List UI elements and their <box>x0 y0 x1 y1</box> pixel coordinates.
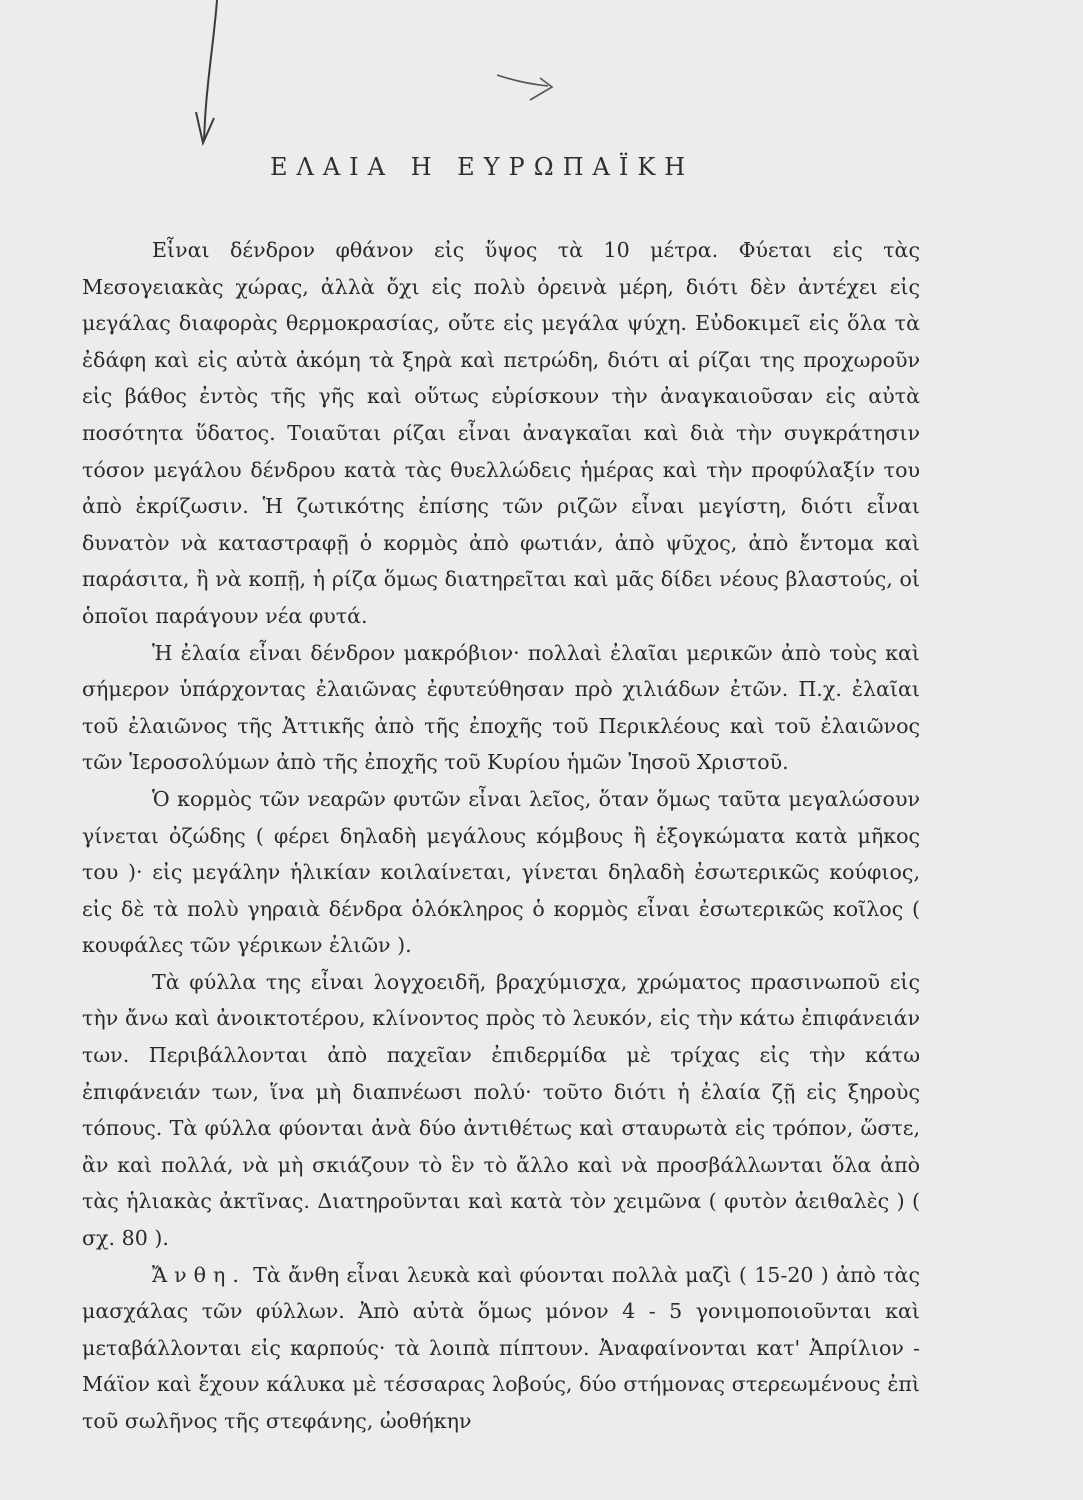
paragraph: Ὁ κορμὸς τῶν νεαρῶν φυτῶν εἶναι λεῖος, ὅταν ὅμως ταῦτα μεγαλώσουν γίνεται ὀζώδης ( φέρει δηλαδὴ μεγάλους κόμβους ἢ ἐξογκώματα κατὰ μῆκος του )· εἰς μεγάλην ἡλικίαν κοιλαίνεται, γίνεται δηλαδὴ ἐσωτερικῶς κούφιος, εἰς δὲ τὰ πολὺ γηραιὰ δένδρα ὁλόκληρος ὁ κορμὸς εἶναι ἐσωτερικῶς κοῖλος ( κουφάλες τῶν γέρικων ἐλιῶν ). <box>82 786 920 958</box>
page-title: ΕΛΑΙΑ Η ΕΥΡΩΠΑΪΚΗ <box>270 153 695 181</box>
flowers-text: Τὰ ἄνθη εἶναι λευκὰ καὶ φύονται πολλὰ μαζὶ ( 15-20 ) ἀπὸ τὰς μασχάλας τῶν φύλλων. Ἀπὸ αὐτὰ ὅμως μόνον 4 - 5 γονιμοποιοῦνται καὶ μεταβάλλονται εἰς καρπούς· τὰ λοιπὰ πίπτουν. Ἀναφαίνονται κατ' Ἀπρίλιον - Μάϊον καὶ ἔχουν κάλυκα μὲ τέσσαρας λοβούς, δύο στήμονας στερεωμένους ἐπὶ τοῦ σωλῆνος τῆς στεφάνης, ὠοθήκην <box>82 1262 920 1433</box>
paragraph: Τὰ φύλλα της εἶναι λογχοειδῆ, βραχύμισχα, χρώματος πρασινωποῦ εἰς τὴν ἄνω καὶ ἀνοικτοτέρου, κλίνοντος πρὸς τὸ λευκόν, εἰς τὴν κάτω ἐπιφάνειάν των. Περιβάλλονται ἀπὸ παχεῖαν ἐπιδερμίδα μὲ τρίχας εἰς τὴν κάτω ἐπιφάνειάν των, ἵνα μὴ διαπνέωσι πολύ· τοῦτο διότι ἡ ἐλαία ζῇ εἰς ξηροὺς τόπους. Τὰ φύλλα φύονται ἀνὰ δύο ἀντιθέτως καὶ σταυρωτὰ εἰς τρόπον, ὥστε, ἂν καὶ πολλά, νὰ μὴ σκιάζουν τὸ ἓν τὸ ἄλλο καὶ νὰ προσβάλλωνται ὅλα ἀπὸ τὰς ἡλιακὰς ἀκτῖνας. Διατηροῦνται καὶ κατὰ τὸν χειμῶνα ( φυτὸν ἀειθαλὲς ) ( σχ. 80 ). <box>82 969 920 1251</box>
paragraph-flowers <box>82 1257 920 1440</box>
paragraph: Εἶναι δένδρον φθάνον εἰς ὕψος τὰ 10 μέτρα. Φύεται εἰς τὰς Μεσογειακὰς χώρας, ἀλλὰ ὄχι εἰς πολὺ ὀρεινὰ μέρη, διότι δὲν ἀντέχει εἰς μεγάλας διαφορὰς θερμοκρασίας, οὔτε εἰς μεγάλα ψύχη. Εὐδοκιμεῖ εἰς ὅλα τὰ ἐδάφη καὶ εἰς αὐτὰ ἀκόμη τὰ ξηρὰ καὶ πετρώδη, διότι αἱ ρίζαι της προχωροῦν εἰς βάθος ἐντὸς τῆς γῆς καὶ οὕτως εὑρίσκουν τὴν ἀναγκαιοῦσαν εἰς αὐτὰ ποσότητα ὕδατος. Τοιαῦται ρίζαι εἶναι ἀναγκαῖαι καὶ διὰ τὴν συγκράτησιν τόσον μεγάλου δένδρου κατὰ τὰς θυελλώδεις ἡμέρας καὶ τὴν προφύλαξίν του ἀπὸ ἐκρίζωσιν. Ἡ ζωτικότης ἐπίσης τῶν ριζῶν εἶναι μεγίστη, διότι εἶναι δυνατὸν νὰ καταστραφῇ ὁ κορμὸς ἀπὸ φωτιάν, ἀπὸ ψῦχος, ἀπὸ ἔντομα καὶ παράσιτα, ἢ νὰ κοπῇ, ἡ ρίζα ὅμως διατηρεῖται καὶ μᾶς δίδει νέους βλαστούς, οἱ ὁποῖοι παράγουν νέα φυτά. <box>82 238 920 628</box>
flowers-heading: Ἄνθη. <box>152 1262 246 1287</box>
handwritten-arrow-mark <box>497 75 552 100</box>
paragraph: Ἡ ἐλαία εἶναι δένδρον μακρόβιον· πολλαὶ ἐλαῖαι μερικῶν ἀπὸ τοὺς καὶ σήμερον ὑπάρχοντας ἐλαιῶνας ἐφυτεύθησαν πρὸ χιλιάδων ἐτῶν. Π.χ. ἐλαῖαι τοῦ ἐλαιῶνος τῆς Ἀττικῆς ἀπὸ τῆς ἐποχῆς τοῦ Περικλέους καὶ τοῦ ἐλαιῶνος τῶν Ἱεροσολύμων ἀπὸ τῆς ἐποχῆς τοῦ Κυρίου ἡμῶν Ἰησοῦ Χριστοῦ. <box>82 640 920 775</box>
body-text <box>82 232 920 1440</box>
handwritten-vertical-line <box>204 0 217 140</box>
